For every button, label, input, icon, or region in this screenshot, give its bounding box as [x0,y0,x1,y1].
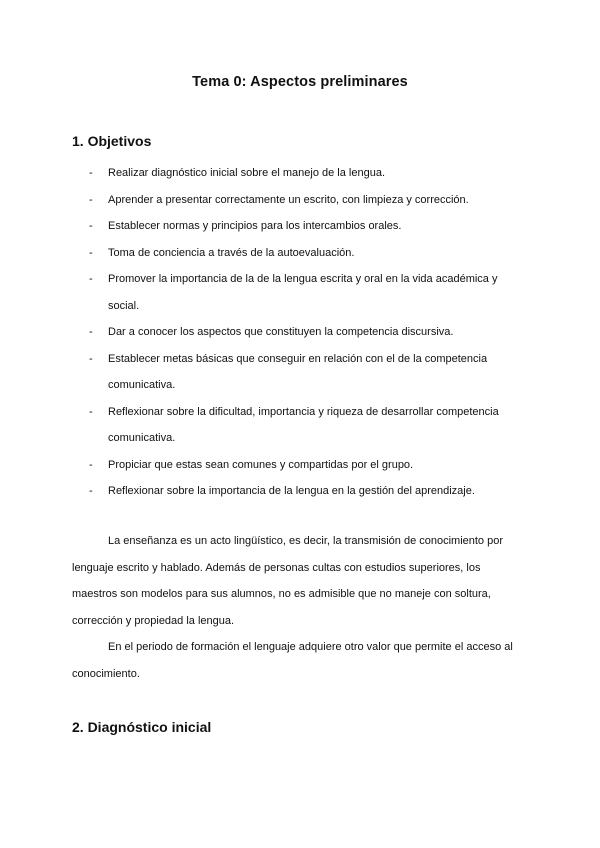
bullet-dash: - [89,485,93,497]
paragraph: En el periodo de formación el lenguaje adquiere otro valor que permite el acceso al conocimiento. [72,641,513,680]
list-item [72,213,512,240]
list-item [72,240,512,267]
bullet-dash: - [89,220,93,232]
list-item-text: Propiciar que estas sean comunes y compartidas por el grupo. [108,458,414,471]
bullet-dash: - [89,326,93,338]
bullet-dash: - [89,193,93,206]
list-item [72,319,512,346]
list-item [72,399,512,452]
section-heading-diagnostico: 2. Diagnóstico inicial [72,719,212,735]
list-item-text: Dar a conocer los aspectos que constituyen la competencia discursiva. [108,326,454,338]
list-item [72,266,512,319]
bullet-dash: - [89,405,93,418]
list-item [72,452,512,479]
list-item-text: Realizar diagnóstico inicial sobre el manejo de la lengua. [108,167,385,179]
list-item [72,187,512,214]
list-item-text: Promover la importancia de la de la lengua escrita y oral en la vida académica y social. [108,273,498,312]
list-item-text: Reflexionar sobre la dificultad, importancia y riqueza de desarrollar competencia comunicativa. [108,405,499,444]
bullet-dash: - [89,246,93,259]
list-item [72,160,512,187]
bullet-dash: - [89,458,93,471]
bullet-dash: - [89,167,93,179]
bullet-dash: - [89,352,93,365]
list-item [72,478,512,505]
paragraph: La enseñanza es un acto lingüístico, es decir, la transmisión de conocimiento por lenguaje escrito y hablado. Además de personas cultas con estudios superiores, los maestros son modelos para sus alumnos, no es admisible que no maneje con soltura, corrección y propiedad la lengua. [72,535,504,627]
list-item-text: Reflexionar sobre la importancia de la lengua en la gestión del aprendizaje. [108,485,475,497]
body-text [72,528,528,687]
objectives-list [72,160,512,505]
document-title: Tema 0: Aspectos preliminares [192,74,408,90]
list-item-text: Establecer metas básicas que conseguir en relación con el de la competencia comunicativa. [108,352,488,391]
list-item-text: Establecer normas y principios para los intercambios orales. [108,220,402,232]
list-item [72,346,512,399]
list-item-text: Aprender a presentar correctamente un escrito, con limpieza y corrección. [108,193,469,206]
bullet-dash: - [89,273,93,285]
list-item-text: Toma de conciencia a través de la autoevaluación. [108,246,355,259]
section-heading-objetivos: 1. Objetivos [72,133,152,149]
